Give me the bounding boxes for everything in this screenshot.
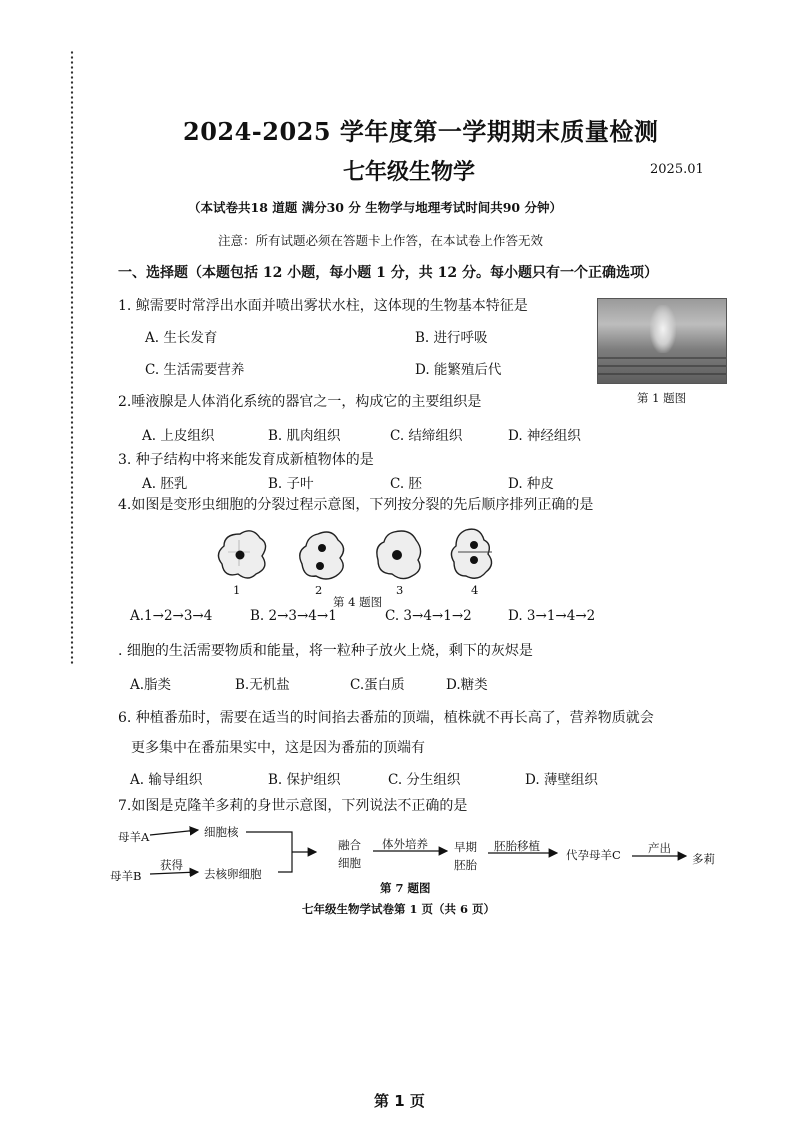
paper-page-footer: 七年级生物学试卷第 1 页（共 6 页） [302,902,496,916]
flow-fused-1: 融合 [338,838,361,852]
question-1-stem: 1. 鲸需要时常浮出水面并喷出雾状水柱，这体现的生物基本特征是 [118,298,528,314]
flow-embryo-1: 早期 [454,840,477,854]
question-2-option-b: B. 肌肉组织 [268,428,341,444]
flow-obtain: 获得 [160,858,183,872]
flow-ewe-a: 母羊A [118,830,150,844]
question-7-stem: 7.如图是克隆羊多莉的身世示意图，下列说法不正确的是 [118,798,468,814]
exam-date: 2025.01 [650,162,704,177]
question-4-option-c: C. 3→4→1→2 [385,608,472,624]
question-6-stem-continued: 更多集中在番茄果实中，这是因为番茄的顶端有 [131,740,425,756]
flow-ewe-b: 母羊B [110,869,142,883]
figure-7-caption: 第 7 题图 [380,881,431,895]
figure-4-label-4: 4 [471,583,479,597]
question-6-stem: 6. 种植番茄时，需要在适当的时间掐去番茄的顶端，植株就不再长高了，营养物质就会 [118,710,654,726]
question-4-stem: 4.如图是变形虫细胞的分裂过程示意图，下列按分裂的先后顺序排列正确的是 [118,497,594,513]
flow-surrogate-ewe-c: 代孕母羊C [566,848,621,862]
question-2-option-c: C. 结缔组织 [390,428,463,444]
flow-fused-2: 细胞 [338,856,361,870]
exam-title: 2024-2025 学年度第一学期期末质量检测 [183,117,659,146]
question-2-option-d: D. 神经组织 [508,428,581,444]
page-number-label: 第 1 页 [374,1092,425,1110]
flow-embryo-2: 胚胎 [454,858,477,872]
question-1-option-d: D. 能繁殖后代 [415,362,502,378]
section-heading: 一、选择题（本题包括 12 小题，每小题 1 分，共 12 分。每小题只有一个正确选项） [118,265,658,281]
question-4-option-d: D. 3→1→4→2 [508,608,596,624]
question-2-stem: 2.唾液腺是人体消化系统的器官之一，构成它的主要组织是 [118,394,482,410]
question-3-stem: 3. 种子结构中将来能发育成新植物体的是 [118,452,374,468]
question-6-option-b: B. 保护组织 [268,772,341,788]
question-5-option-d: D.糖类 [446,677,488,693]
flow-dolly: 多莉 [692,852,715,866]
question-3-option-c: C. 胚 [390,476,422,492]
question-2-option-a: A. 上皮组织 [142,428,215,444]
flow-enucleated-egg: 去核卵细胞 [204,867,262,881]
exam-info: （本试卷共18 道题 满分30 分 生物学与地理考试时间共90 分钟） [188,200,562,215]
flow-birth: 产出 [648,841,671,855]
question-3-option-d: D. 种皮 [508,476,554,492]
flow-culture: 体外培养 [382,837,428,851]
question-4-option-a: A.1→2→3→4 [130,608,213,624]
arrow-ewe-a-to-nucleus [150,830,198,835]
question-5-option-b: B.无机盐 [235,677,290,693]
question-6-option-d: D. 薄壁组织 [525,772,598,788]
question-4-option-b: B. 2→3→4→1 [250,608,337,624]
question-5-option-c: C.蛋白质 [350,677,405,693]
question-6-option-a: A. 输导组织 [130,772,203,788]
question-3-option-a: A. 胚乳 [142,476,188,492]
exam-notice: 注意：所有试题必须在答题卡上作答，在本试卷上作答无效 [218,233,544,248]
flow-transfer: 胚胎移植 [494,839,540,853]
question-1-option-a: A. 生长发育 [145,330,218,346]
question-1-option-c: C. 生活需要营养 [145,362,245,378]
figure-4-caption: 第 4 题图 [333,595,383,609]
exam-subject: 七年级生物学 [343,159,476,185]
question-1-option-b: B. 进行呼吸 [415,330,488,346]
figure-4-label-3: 3 [396,583,404,597]
question-5-option-a: A.脂类 [130,677,172,693]
figure-1-caption: 第 1 题图 [637,391,687,405]
question-3-option-b: B. 子叶 [268,476,314,492]
figure-4-label-2: 2 [315,583,323,597]
flow-nucleus: 细胞核 [204,825,239,839]
question-6-option-c: C. 分生组织 [388,772,461,788]
figure-4-label-1: 1 [233,583,241,597]
question-5-stem: . 细胞的生活需要物质和能量，将一粒种子放火上烧，剩下的灰烬是 [118,643,533,659]
